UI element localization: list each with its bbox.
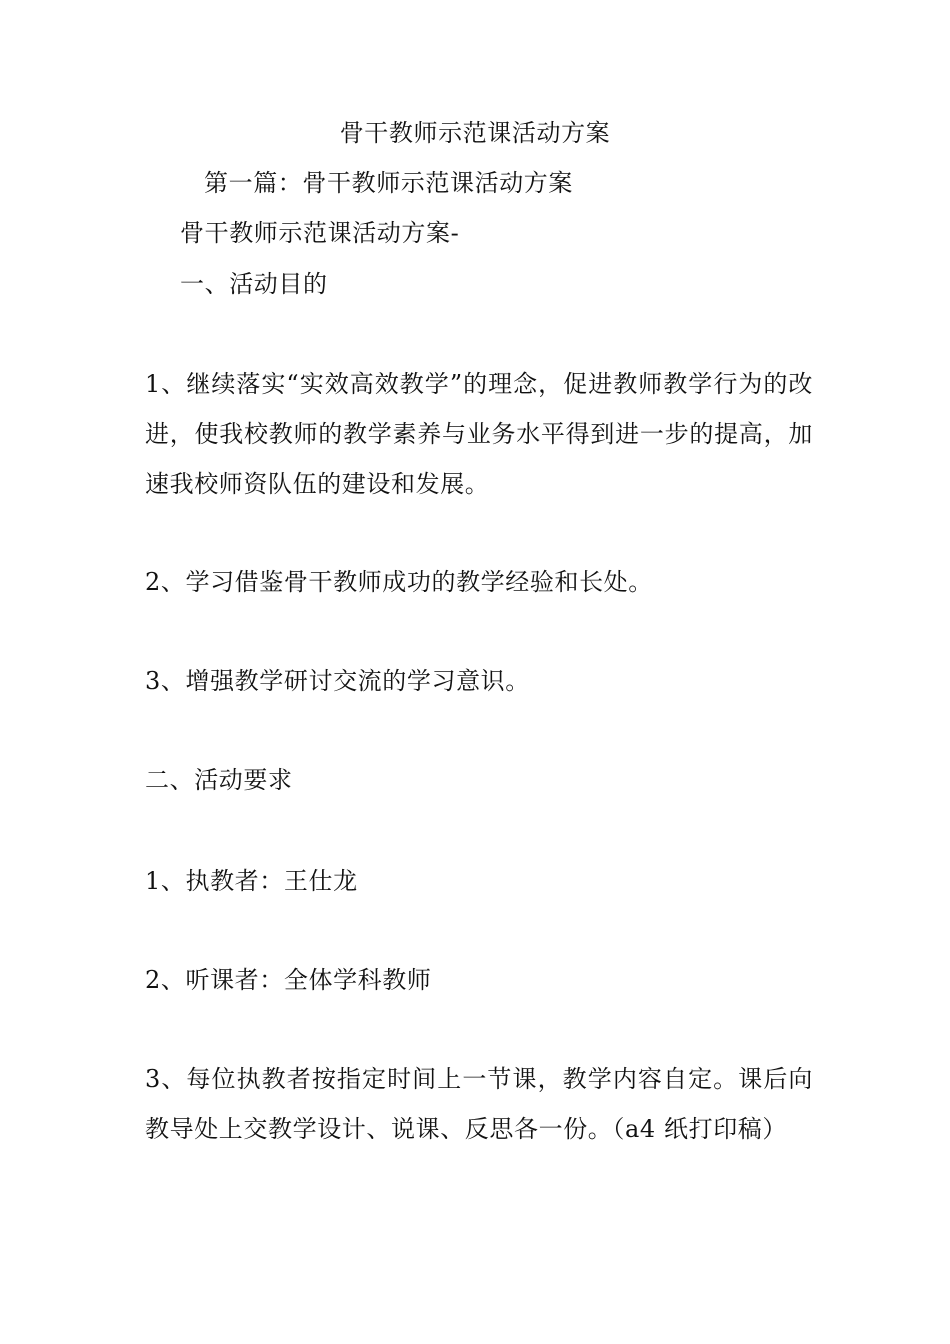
document-subtitle-secondary: 骨干教师示范课活动方案- [180, 219, 460, 247]
document-title: 骨干教师示范课活动方案 [339, 119, 611, 147]
requirement-item-3: 3、每位执教者按指定时间上一节课，教学内容自定。课后向教导处上交教学设计、说课、反思各一份。（a4 纸打印稿） [145, 1065, 813, 1143]
purpose-item-1: 1、继续落实“实效高效教学”的理念，促进教师教学行为的改进，使我校教师的教学素养与业务水平得到进一步的提高，加速我校师资队伍的建设和发展。 [145, 370, 813, 498]
document-subtitle: 第一篇：骨干教师示范课活动方案 [204, 169, 573, 197]
section-heading-purpose: 一、活动目的 [180, 270, 328, 298]
section-heading-requirements: 二、活动要求 [145, 766, 293, 794]
requirement-item-2: 2、听课者：全体学科教师 [145, 966, 432, 994]
requirement-item-1: 1、执教者：王仕龙 [145, 867, 358, 895]
purpose-item-3: 3、增强教学研讨交流的学习意识。 [145, 667, 530, 695]
purpose-item-2: 2、学习借鉴骨干教师成功的教学经验和长处。 [145, 568, 653, 596]
